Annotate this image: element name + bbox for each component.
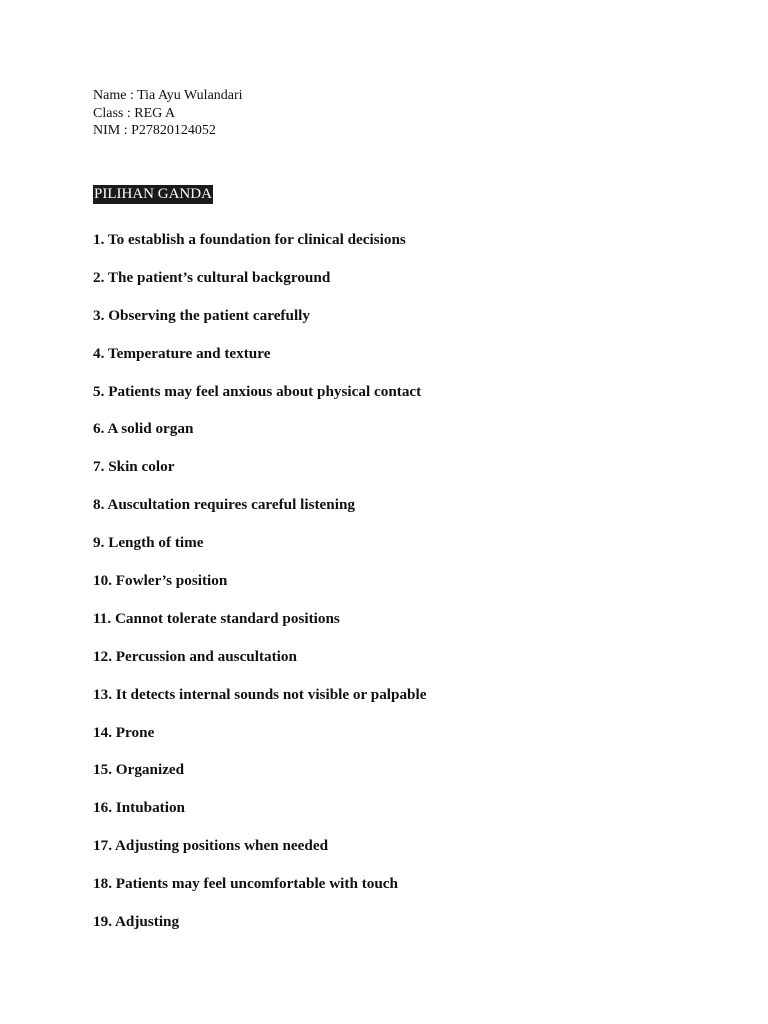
answer-item: 12. Percussion and auscultation	[93, 647, 297, 665]
student-info	[93, 87, 243, 140]
answer-item: 9. Length of time	[93, 534, 204, 552]
section-title: PILIHAN GANDA	[94, 186, 212, 202]
student-name: Name : Tia Ayu Wulandari	[93, 88, 243, 103]
answer-item: 2. The patient’s cultural background	[93, 268, 331, 286]
answer-item: 16. Intubation	[93, 799, 186, 817]
answer-item: 11. Cannot tolerate standard positions	[93, 609, 340, 627]
answer-item: 8. Auscultation requires careful listening	[93, 496, 355, 514]
answer-item: 13. It detects internal sounds not visible or palpable	[93, 685, 427, 703]
answer-item: 3. Observing the patient carefully	[93, 306, 310, 324]
answer-item: 17. Adjusting positions when needed	[93, 837, 329, 855]
answer-item: 1. To establish a foundation for clinical decisions	[93, 231, 406, 248]
student-nim: NIM : P27820124052	[93, 123, 216, 138]
answer-item: 7. Skin color	[93, 458, 175, 476]
answer-item: 18. Patients may feel uncomfortable with touch	[93, 875, 398, 893]
answer-item: 4. Temperature and texture	[93, 344, 271, 362]
answer-item: 5. Patients may feel anxious about physical contact	[93, 382, 422, 400]
answer-item: 15. Organized	[93, 761, 185, 779]
student-class: Class : REG A	[93, 105, 176, 121]
answer-item: 6. A solid organ	[93, 420, 194, 438]
answer-item: 19. Adjusting	[93, 913, 180, 931]
answer-list	[93, 229, 426, 949]
answer-item: 10. Fowler’s position	[93, 572, 228, 590]
answer-item: 14. Prone	[93, 723, 155, 741]
